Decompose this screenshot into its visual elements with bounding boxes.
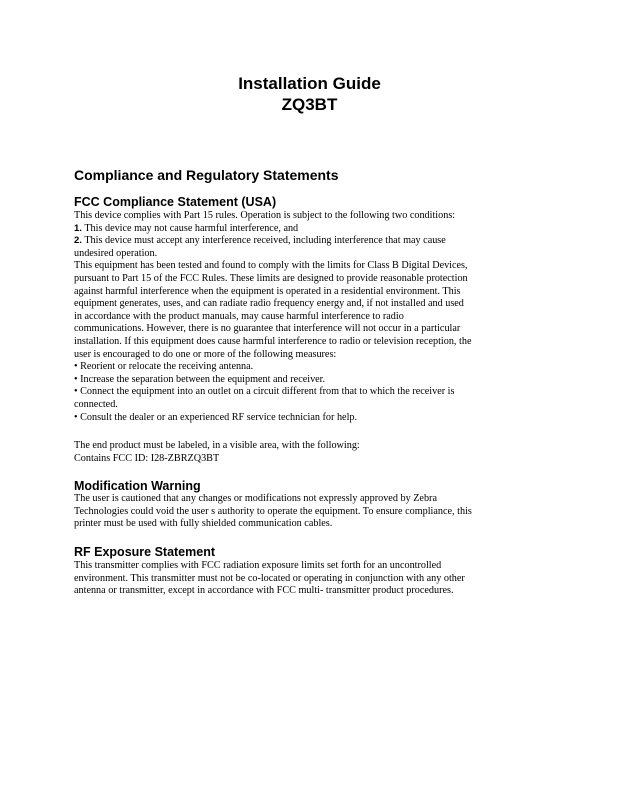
fcc-id: Contains FCC ID: I28-ZBRZQ3BT [74,452,220,464]
document-title: Installation Guide [238,74,381,93]
rf-exposure-body [74,560,514,598]
condition-1 [74,223,514,236]
bullet-item: • Increase the separation between the equipment and receiver. [74,373,326,385]
rf-exposure-heading: RF Exposure Statement [74,545,216,559]
fcc-heading: FCC Compliance Statement (USA) [74,195,277,209]
label-requirement [74,440,514,465]
paragraph-line: antenna or transmitter, except in accordance with FCC multi- transmitter product procedures. [74,585,454,597]
paragraph-line: Technologies could void the user s authority to operate the equipment. To ensure compliance, this [74,505,472,517]
condition-2 [74,235,514,248]
condition-text: This device may not cause harmful interference, and [84,222,299,234]
modification-body [74,493,514,531]
paragraph-line: user is encouraged to do one or more of the following measures: [74,348,337,360]
condition-number: 1. [74,222,82,234]
bullet-item: • Consult the dealer or an experienced RF service technician for help. [74,411,358,423]
paragraph-line: environment. This transmitter must not be co-located or operating in conjunction with any other [74,572,465,584]
bullet-item-continued: connected. [74,398,118,410]
paragraph-line: equipment generates, uses, and can radiate radio frequency energy and, if not installed and used [74,298,464,310]
paragraph-line: installation. If this equipment does cause harmful interference to radio or television reception, the [74,335,472,347]
condition-2-continued: undesired operation. [74,247,158,259]
paragraph-line: The user is cautioned that any changes or modifications not expressly approved by Zebra [74,493,437,504]
paragraph-line: This transmitter complies with FCC radiation exposure limits set forth for an uncontrolled [74,560,442,571]
condition-number: 2. [74,235,82,247]
paragraph-line: This equipment has been tested and found to comply with the limits for Class B Digital Devices, [74,260,468,272]
paragraph-line: in accordance with the product manuals, may cause harmful interference to radio [74,310,404,322]
fcc-statement-body [74,210,514,424]
bullet-item: • Reorient or relocate the receiving antenna. [74,361,254,373]
label-note: The end product must be labeled, in a visible area, with the following: [74,440,360,451]
paragraph-line: against harmful interference when the equipment is operated in a residential environment. This [74,285,461,297]
paragraph-line: printer must be used with fully shielded communication cables. [74,518,333,530]
bullet-item: • Connect the equipment into an outlet on a circuit different from that to which the receiver is [74,386,455,398]
compliance-heading: Compliance and Regulatory Statements [74,167,339,183]
paragraph-line: pursuant to Part 15 of the FCC Rules. These limits are designed to provide reasonable protection [74,272,468,284]
modification-heading: Modification Warning [74,479,201,493]
paragraph-line: communications. However, there is no guarantee that interference will not occur in a particular [74,323,461,335]
model-number: ZQ3BT [281,95,338,114]
condition-text: This device must accept any interference received, including interference that may cause [84,235,446,247]
fcc-intro: This device complies with Part 15 rules. Operation is subject to the following two conditions: [74,210,456,221]
